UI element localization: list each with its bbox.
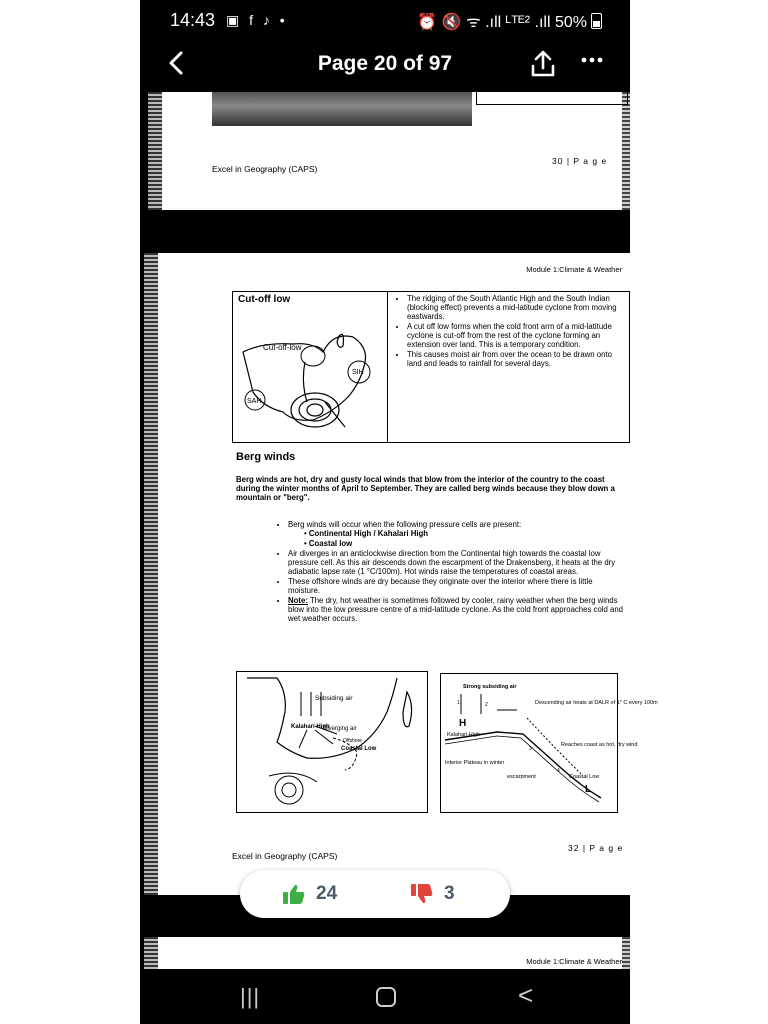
thumbs-down-count: 3 [444, 883, 455, 904]
more-dots-icon [580, 46, 604, 70]
cutoff-map-svg [233, 292, 387, 442]
recent-apps-button[interactable]: ||| [240, 984, 261, 1009]
more-options-button[interactable] [580, 46, 604, 76]
module-header: Module 1:Climate & Weather [526, 265, 622, 274]
cutoff-low-label: Cut-off-low [263, 343, 302, 352]
cutoff-point: • A cut off low forms when the cold front arm of a mid-latitude cyclone is cut-off from the rest of the cyclone forming an extension over land. This is a temporary condition. [407, 322, 625, 349]
share-button[interactable] [528, 48, 558, 80]
map2-descending-label: Descending air heats at DALR of 1° C every 100m [535, 700, 658, 706]
android-nav-bar [140, 970, 630, 1024]
binder-edge-right [622, 92, 630, 210]
map1-subsiding-label: Subsiding air [315, 695, 353, 702]
document-page-30[interactable] [148, 92, 630, 210]
battery-percent: 50% [554, 14, 587, 31]
cutoff-low-table [232, 291, 630, 443]
map2-num1: 1 [457, 700, 460, 706]
berg-subpoint: • Coastal low [304, 539, 624, 548]
page-number: 30 | P a g e [552, 156, 608, 166]
berg-wind-cross-section [440, 673, 658, 813]
status-time: 14:43 [170, 10, 216, 30]
module-header: Module 1:Climate & Weather [526, 957, 622, 966]
map2-coastal-low-label: Coastal Low [569, 774, 600, 780]
cutoff-low-diagram [233, 292, 388, 442]
page-footer-title: Excel in Geography (CAPS) [212, 164, 318, 174]
map2-num3: 3 [529, 746, 532, 752]
berg-point: • Berg winds will occur when the following pressure cells are present: • Continental High / Kahalari High • Coastal low [288, 520, 624, 548]
share-icon [528, 48, 558, 80]
cutoff-title: Cut-off low [238, 294, 291, 305]
cutoff-text [391, 294, 625, 369]
home-button[interactable] [376, 987, 396, 1007]
viewer-toolbar [140, 40, 630, 90]
sih-label: SIH [352, 369, 364, 376]
system-icons [417, 10, 602, 32]
page-footer-title: Excel in Geography (CAPS) [232, 851, 338, 861]
berg-point: • Note: The dry, hot weather is sometimes followed by cooler, rainy weather when the berg winds blow into the low pressure centre of a mid-latitude cyclone. As the cold front approaches cold and wet weather occurs. [288, 596, 624, 623]
berg-point: • These offshore winds are dry because they originate over the interior where there is little moisture. [288, 577, 624, 595]
reaction-bar [240, 870, 510, 918]
note-label: Note: [288, 596, 308, 605]
sah-label: SAH [247, 398, 262, 405]
cutoff-point: • The ridging of the South Atlantic High and the South Indian (blocking effect) prevents a mid-latitude cyclone from moving eastwards. [407, 294, 625, 321]
map2-num4: 4 [557, 768, 560, 774]
notification-icons: ▣ f ♪ • [226, 12, 288, 28]
map2-interior-label: Interior Plateau in winter [445, 760, 505, 766]
page-box [476, 92, 628, 105]
binder-edge [148, 92, 162, 210]
berg-bullets [272, 520, 624, 624]
thumbs-up-count: 24 [316, 883, 338, 904]
map1-diverging-label: Diverging air [323, 726, 357, 732]
map1-kalahari-label: Kalahari High [291, 724, 330, 730]
thumbs-up-icon[interactable] [282, 883, 306, 905]
berg-subpoint: • Continental High / Kahalari High [304, 529, 624, 538]
map2-reaches-label: Reaches coast as hot, dry wind [561, 742, 638, 748]
berg-winds-heading: Berg winds [236, 451, 296, 463]
status-bar [140, 0, 630, 40]
map2-strong-label: Strong subsiding air [463, 684, 517, 690]
map2-l-label: L [585, 784, 592, 795]
berg-point: • Air diverges in an anticlockwise direction from the Continental high towards the coastal low pressure cell. As this air descends down the escarpment of the Drakensberg, it heats at the dry adiabatic lapse rate (1 °C/100m). Hot winds raise the temperatures of coastal areas. [288, 549, 624, 576]
thumbs-down-icon[interactable] [410, 883, 434, 905]
map2-kalahari-label: Kalahari High [447, 732, 481, 738]
map2-h-label: H [459, 718, 467, 729]
map2-num2: 2 [485, 702, 488, 708]
berg-winds-intro: Berg winds are hot, dry and gusty local winds that blow from the interior of the country to the coast during the winter months of April to September. They are called berg winds because they blow down a mountain or "berg". [236, 475, 615, 502]
document-page-33[interactable] [144, 937, 630, 969]
signal-icons: ⏰ 🔇 ᯤ .ıll ᴸᵀᴱ² .ıll [417, 14, 551, 31]
document-page-32[interactable] [144, 253, 658, 895]
berg-wind-map [236, 671, 428, 813]
cutoff-point: • This causes moist air from over the ocean to be drawn onto land and leads to rainfall for several days. [407, 350, 625, 368]
page-indicator: Page 20 of 97 [317, 52, 453, 75]
binder-edge [144, 937, 158, 969]
map2-escarpment-label: escarpment [507, 774, 536, 780]
binder-edge-right [622, 937, 630, 969]
battery-icon [591, 13, 602, 29]
system-back-button[interactable]: < [518, 980, 534, 1010]
south-africa-map-svg [237, 672, 427, 812]
cross-section-svg [441, 674, 658, 812]
page-number: 32 | P a g e [568, 843, 624, 853]
binder-edge [144, 253, 158, 895]
map1-coastal-low-label: Coastal Low [341, 746, 377, 752]
page-photo [212, 92, 472, 126]
map1-offshore-label: Offshore [343, 738, 363, 744]
